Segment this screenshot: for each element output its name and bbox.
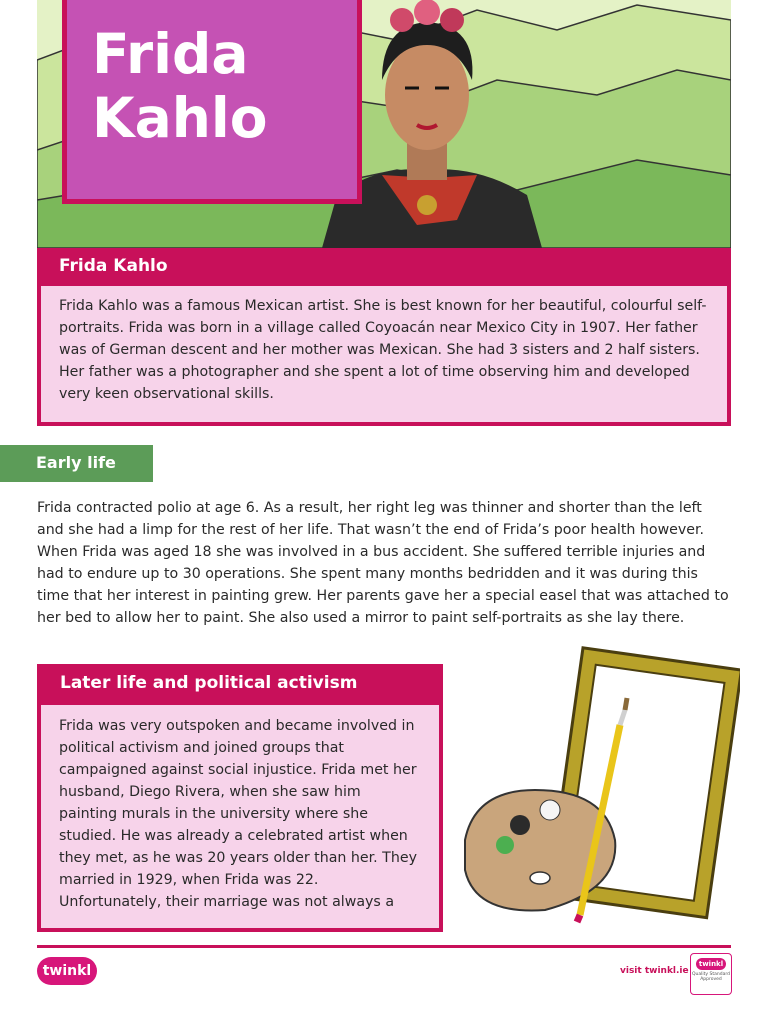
intro-section [37, 248, 731, 426]
early-life-heading: Early life [36, 453, 116, 472]
hero-banner [37, 0, 731, 248]
visit-link[interactable]: visit twinkl.ie [620, 966, 689, 976]
intro-heading: Frida Kahlo [59, 256, 168, 276]
footer-rule [37, 945, 731, 948]
frame-palette-brush-illustration [455, 640, 740, 930]
early-life-body: Frida contracted polio at age 6. As a result, her right leg was thinner and shorter than the left and she had a limp for the rest of her life. That wasn’t the end of Frida’s poor health however. When Frida was aged 18 she was involved in a bus accident. She suffered terrible injuries and had to endure up to 30 operations. She spent many months bedridden and it was during this time that her interest in painting grew. Her parents gave her a special easel that was attached to her bed to allow her to paint. She also used a mirror to paint self-portraits as she lay there. [37, 500, 729, 626]
later-life-heading: Later life and political activism [60, 673, 358, 693]
badge-brand: twinkl [696, 958, 726, 970]
page-title: Frida Kahlo [92, 22, 268, 150]
title-box [62, 0, 362, 204]
later-life-section [37, 664, 443, 932]
badge-caption: Quality Standard Approved [692, 972, 730, 982]
intro-body: Frida Kahlo was a famous Mexican artist. She is best known for her beautiful, colourful self-portraits. Frida was born in a village called Coyoacán near Mexico City in 1907. Her father was of German descent and her mother was Mexican. She had 3 sisters and 2 half sisters. Her father was a photographer and she spent a lot of time observing him and developed very keen observational skills. [41, 286, 727, 422]
twinkl-logo[interactable]: twinkl [37, 957, 97, 985]
early-life-tab [0, 445, 153, 482]
quality-badge-icon [690, 953, 732, 995]
later-life-body: Frida was very outspoken and became involved in political activism and joined groups that campaigned against social injustice. Frida met her husband, Diego Rivera, when she saw him painting murals in the university where she studied. He was already a celebrated artist when they met, as he was 20 years older than her. They married in 1929, when Frida was 22. Unfortunately, their marriage was not always a [41, 705, 439, 928]
